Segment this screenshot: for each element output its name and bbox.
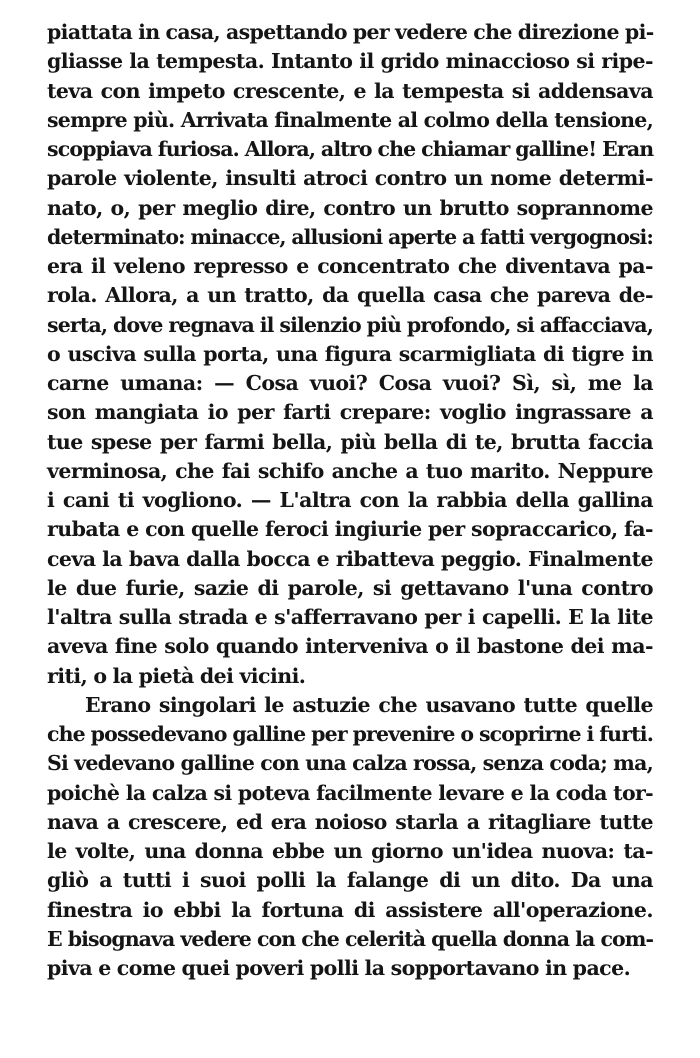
text-line: riti, o la pietà dei vicini. bbox=[47, 663, 306, 688]
text-line: piattata in casa, aspettando per vedere che direzione pi- bbox=[47, 20, 654, 44]
text-line: parole violente, insulti atroci contro un nome determi- bbox=[47, 166, 653, 191]
text-line: Erano singolari le astuzie che usavano tutte quelle bbox=[85, 692, 653, 717]
text-line: che possedevano galline per prevenire o scoprirne i furti. bbox=[47, 722, 654, 746]
text-line: aveva fine solo quando interveniva o il bastone dei ma- bbox=[47, 634, 653, 659]
text-line: teva con impeto crescente, e la tempesta si addensava bbox=[47, 78, 653, 103]
text-line: piva e come quei poveri polli la sopportavano in pace. bbox=[47, 956, 631, 980]
text-line: gliasse la tempesta. Intanto il grido minaccioso si ripe- bbox=[47, 49, 653, 74]
text-line: Si vedevano galline con una calza rossa, senza coda; ma, bbox=[47, 751, 653, 776]
text-line: sempre più. Arrivata finalmente al colmo della tensione, bbox=[47, 107, 653, 132]
text-line: finestra io ebbi la fortuna di assistere all'operazione. bbox=[47, 897, 653, 922]
text-line: rola. Allora, a un tratto, da quella casa che pareva de- bbox=[47, 283, 653, 308]
text-line: i cani ti vogliono. — L'altra con la rabbia della gallina bbox=[47, 488, 653, 512]
text-line: poichè la calza si poteva facilmente levare e la coda tor- bbox=[47, 780, 653, 805]
text-line: o usciva sulla porta, una figura scarmigliata di tigre in bbox=[47, 341, 653, 366]
text-line: l'altra sulla strada e s'afferravano per i capelli. E la lite bbox=[47, 605, 653, 629]
text-line: nato, o, per meglio dire, contro un brutto soprannome bbox=[47, 195, 653, 220]
text-line: ceva la bava dalla bocca e ribatteva peggio. Finalmente bbox=[47, 546, 653, 571]
text-line: son mangiata io per farti crepare: voglio ingrassare a bbox=[47, 400, 653, 425]
text-line: tue spese per farmi bella, più bella di te, brutta faccia bbox=[47, 429, 653, 454]
text-line: verminosa, che fai schifo anche a tuo marito. Neppure bbox=[47, 458, 653, 483]
text-line: rubata e con quelle feroci ingiurie per sopraccarico, fa- bbox=[47, 517, 653, 542]
text-line: E bisognava vedere con che celerità quella donna la com- bbox=[47, 926, 653, 951]
text-line: nava a crescere, ed era noioso starla a ritagliare tutte bbox=[47, 809, 653, 834]
text-line: serta, dove regnava il silenzio più profondo, si affacciava, bbox=[47, 312, 653, 337]
text-line: le due furie, sazie di parole, si gettavano l'una contro bbox=[47, 575, 653, 600]
paragraph-2 bbox=[47, 691, 653, 984]
text-line: era il veleno represso e concentrato che diventava pa- bbox=[47, 254, 653, 278]
text-line: le volte, una donna ebbe un giorno un'idea nuova: ta- bbox=[47, 839, 653, 863]
text-line: gliò a tutti i suoi polli la falange di un dito. Da una bbox=[47, 868, 653, 893]
book-page bbox=[47, 18, 653, 983]
paragraph-1 bbox=[47, 18, 653, 691]
text-line: carne umana: — Cosa vuoi? Cosa vuoi? Sì, sì, me la bbox=[47, 371, 653, 395]
text-line: scoppiava furiosa. Allora, altro che chiamar galline! Eran bbox=[47, 137, 654, 161]
text-line: determinato: minacce, allusioni aperte a fatti vergognosi: bbox=[47, 224, 653, 249]
